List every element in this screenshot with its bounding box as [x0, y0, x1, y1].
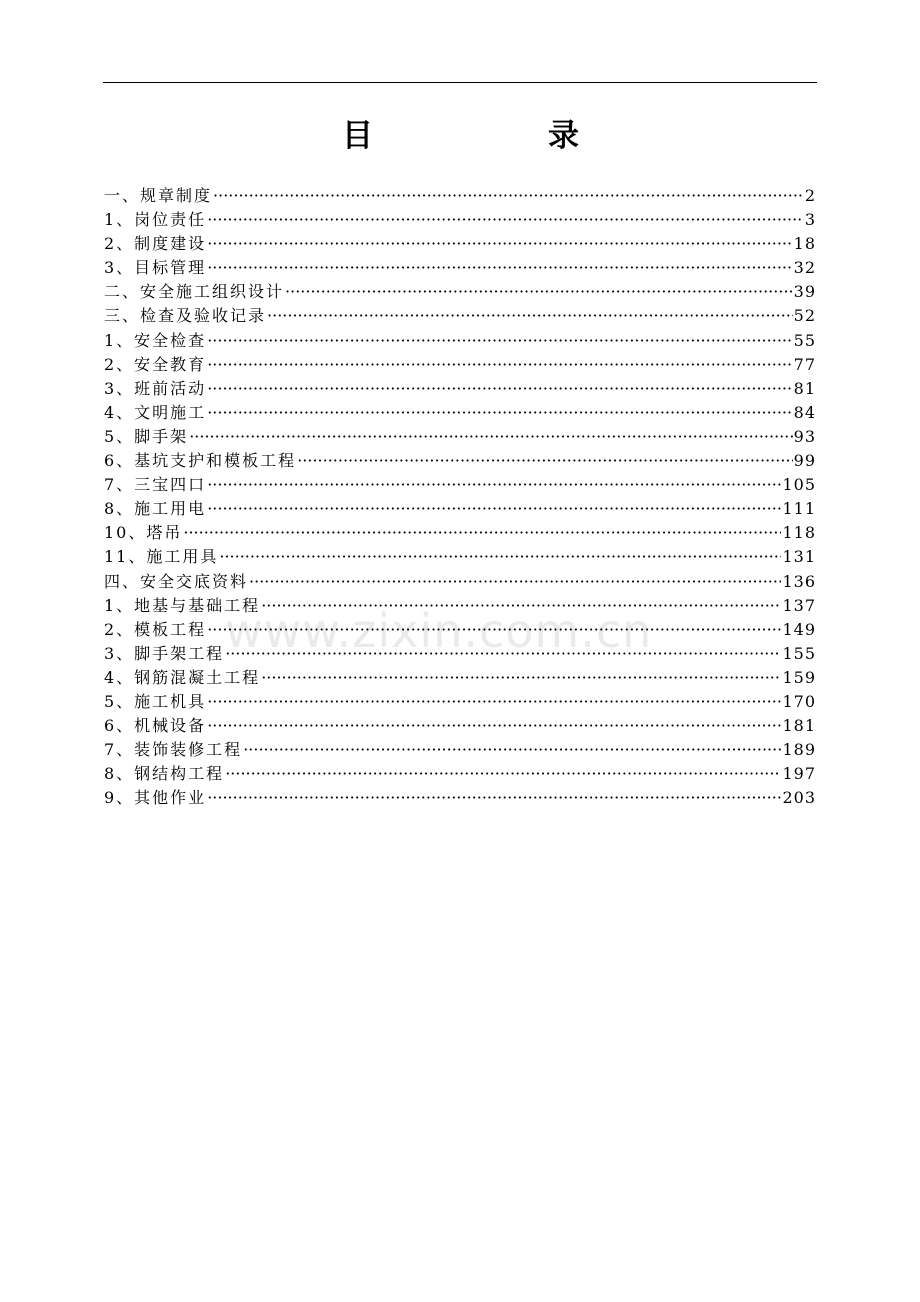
toc-dot-leader — [261, 594, 781, 618]
toc-entry[interactable] — [104, 304, 816, 328]
toc-entry-label: 6、基坑支护和模板工程 — [104, 451, 297, 471]
toc-entry[interactable] — [104, 280, 816, 304]
toc-entry-page-number: 32 — [793, 258, 816, 278]
toc-dot-leader — [225, 762, 781, 786]
toc-entry-label: 9、其他作业 — [104, 788, 207, 808]
toc-entry-label: 2、模板工程 — [104, 619, 207, 639]
toc-entry-label: 10、塔吊 — [104, 523, 183, 543]
toc-entry[interactable] — [104, 208, 816, 232]
toc-entry-page-number: 149 — [782, 619, 816, 639]
toc-entry-page-number: 99 — [793, 451, 816, 471]
page-title — [0, 114, 920, 162]
toc-entry-page-number: 137 — [782, 595, 816, 615]
toc-entry-label: 2、制度建设 — [104, 234, 207, 254]
toc-entry[interactable] — [104, 353, 816, 377]
toc-dot-leader — [207, 714, 781, 738]
toc-entry-label: 7、装饰装修工程 — [104, 740, 243, 760]
toc-dot-leader — [267, 304, 793, 328]
header-rule — [103, 82, 817, 83]
toc-entry[interactable] — [104, 714, 816, 738]
toc-entry-page-number: 170 — [782, 691, 816, 711]
toc-entry-page-number: 2 — [804, 186, 816, 205]
toc-entry[interactable] — [104, 570, 816, 594]
toc-entry[interactable] — [104, 545, 816, 569]
toc-entry-page-number: 84 — [793, 402, 816, 422]
toc-entry[interactable] — [104, 377, 816, 401]
toc-entry[interactable] — [104, 184, 816, 208]
toc-dot-leader — [207, 208, 804, 232]
toc-entry-label: 1、岗位责任 — [104, 210, 207, 230]
toc-dot-leader — [207, 329, 792, 353]
toc-entry-page-number: 159 — [782, 667, 816, 687]
toc-entry-page-number: 111 — [782, 499, 816, 519]
toc-dot-leader — [207, 618, 781, 642]
toc-dot-leader — [249, 570, 781, 594]
toc-entry-label: 2、安全教育 — [104, 354, 207, 374]
toc-dot-leader — [219, 545, 781, 569]
toc-dot-leader — [207, 353, 792, 377]
toc-entry[interactable] — [104, 690, 816, 714]
toc-dot-leader — [207, 377, 792, 401]
toc-entry-page-number: 131 — [782, 547, 816, 567]
toc-entry-page-number: 155 — [782, 643, 816, 663]
toc-entry-label: 3、脚手架工程 — [104, 643, 225, 663]
toc-entry-page-number: 105 — [782, 475, 816, 495]
toc-entry-page-number: 18 — [793, 234, 816, 254]
toc-dot-leader — [297, 449, 792, 473]
toc-entry-label: 8、施工用电 — [104, 499, 207, 519]
toc-dot-leader — [243, 738, 781, 762]
toc-entry[interactable] — [104, 425, 816, 449]
toc-entry-page-number: 39 — [793, 282, 816, 302]
toc-entry-page-number: 93 — [793, 426, 816, 446]
toc-entry[interactable] — [104, 642, 816, 666]
toc-entry[interactable] — [104, 786, 816, 810]
toc-entry-label: 5、脚手架 — [104, 426, 189, 446]
toc-entry-label: 1、地基与基础工程 — [104, 595, 261, 615]
toc-dot-leader — [207, 497, 781, 521]
toc-entry[interactable] — [104, 521, 816, 545]
toc-dot-leader — [285, 280, 793, 304]
toc-entry[interactable] — [104, 256, 816, 280]
toc-entry-page-number: 77 — [793, 354, 816, 374]
toc-dot-leader — [207, 786, 781, 810]
toc-dot-leader — [261, 666, 781, 690]
toc-entry-page-number: 136 — [782, 571, 816, 591]
toc-entry[interactable] — [104, 618, 816, 642]
toc-entry-page-number: 52 — [793, 306, 816, 326]
toc-entry[interactable] — [104, 449, 816, 473]
toc-dot-leader — [225, 642, 781, 666]
toc-dot-leader — [183, 521, 781, 545]
toc-dot-leader — [207, 232, 792, 256]
toc-entry[interactable] — [104, 232, 816, 256]
toc-entry[interactable] — [104, 497, 816, 521]
toc-entry-label: 二、安全施工组织设计 — [104, 282, 285, 302]
toc-entry[interactable] — [104, 401, 816, 425]
title-char-1: 目 — [342, 118, 373, 154]
toc-entry-page-number: 3 — [804, 210, 816, 230]
toc-entry[interactable] — [104, 762, 816, 786]
toc-entry-label: 3、班前活动 — [104, 378, 207, 398]
toc-dot-leader — [207, 401, 792, 425]
toc-entry-label: 四、安全交底资料 — [104, 571, 249, 591]
toc-entry-label: 11、施工用具 — [104, 547, 219, 567]
toc-entry-page-number: 189 — [782, 740, 816, 760]
toc-entry-label: 8、钢结构工程 — [104, 764, 225, 784]
toc-entry-page-number: 203 — [782, 788, 816, 808]
toc-entry-page-number: 181 — [782, 716, 816, 736]
toc-entry-page-number: 118 — [782, 523, 816, 543]
toc-entry-label: 3、目标管理 — [104, 258, 207, 278]
toc-entry-page-number: 197 — [782, 764, 816, 784]
watermark: www.zixin.com.cn — [225, 604, 653, 658]
toc-entry[interactable] — [104, 666, 816, 690]
toc-entry-label: 5、施工机具 — [104, 691, 207, 711]
toc-entry-label: 4、文明施工 — [104, 402, 207, 422]
toc-dot-leader — [213, 184, 804, 208]
toc-entry-page-number: 55 — [793, 330, 816, 350]
toc-entry-label: 一、规章制度 — [104, 186, 213, 205]
toc-entry[interactable] — [104, 473, 816, 497]
table-of-contents — [104, 184, 816, 810]
toc-dot-leader — [207, 690, 781, 714]
toc-entry-label: 6、机械设备 — [104, 716, 207, 736]
toc-entry-label: 三、检查及验收记录 — [104, 306, 267, 326]
toc-entry-label: 1、安全检查 — [104, 330, 207, 350]
toc-entry-label: 4、钢筋混凝土工程 — [104, 667, 261, 687]
toc-dot-leader — [189, 425, 792, 449]
toc-dot-leader — [207, 256, 792, 280]
toc-entry[interactable] — [104, 329, 816, 353]
toc-entry[interactable] — [104, 738, 816, 762]
toc-entry-page-number: 81 — [793, 378, 816, 398]
toc-entry[interactable] — [104, 594, 816, 618]
toc-dot-leader — [207, 473, 781, 497]
toc-entry-label: 7、三宝四口 — [104, 475, 207, 495]
title-char-2: 录 — [548, 118, 579, 154]
